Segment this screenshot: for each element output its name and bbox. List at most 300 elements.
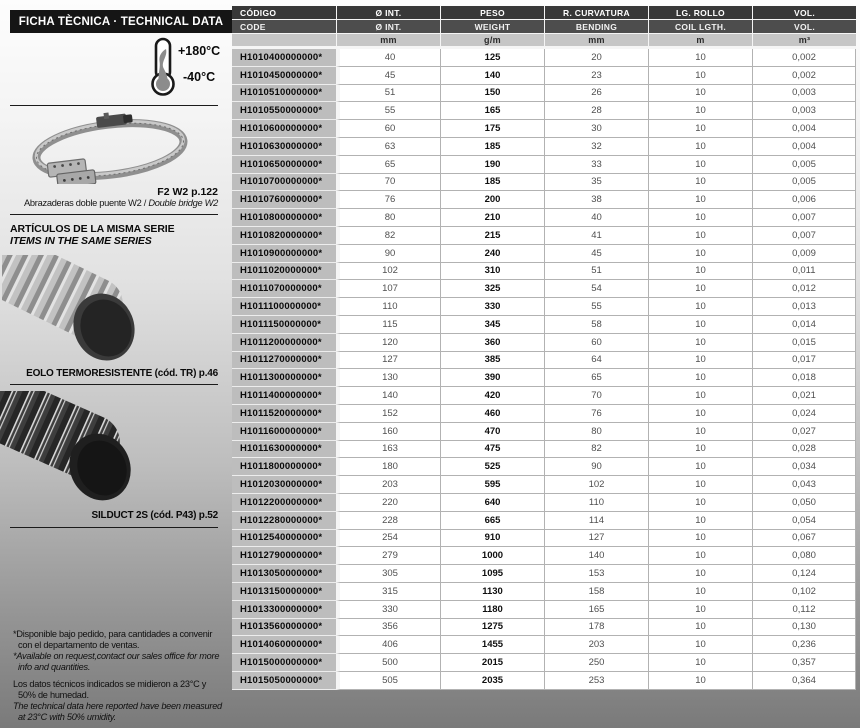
value-cell: 64 bbox=[544, 352, 648, 370]
value-cell: 55 bbox=[544, 298, 648, 316]
same-series-heading-es: ARTÍCULOS DE LA MISMA SERIE bbox=[10, 223, 175, 235]
value-cell: 158 bbox=[544, 583, 648, 601]
value-cell: 26 bbox=[544, 85, 648, 103]
table-row bbox=[232, 547, 856, 565]
code-cell: H1010650000000* bbox=[232, 156, 336, 174]
header-cell: R. CURVATURA bbox=[544, 6, 648, 20]
table-row bbox=[232, 245, 856, 263]
value-cell: 420 bbox=[440, 387, 544, 405]
value-cell: 76 bbox=[544, 405, 648, 423]
code-cell: H1011630000000* bbox=[232, 441, 336, 459]
value-cell: 185 bbox=[440, 174, 544, 192]
value-cell: 76 bbox=[336, 191, 440, 209]
value-cell: 165 bbox=[544, 601, 648, 619]
value-cell: 180 bbox=[336, 458, 440, 476]
value-cell: 165 bbox=[440, 102, 544, 120]
table-row bbox=[232, 458, 856, 476]
value-cell: 41 bbox=[544, 227, 648, 245]
value-cell: 910 bbox=[440, 530, 544, 548]
value-cell: 10 bbox=[648, 636, 752, 654]
value-cell: 1275 bbox=[440, 619, 544, 637]
value-cell: 0,364 bbox=[752, 672, 856, 690]
value-cell: 460 bbox=[440, 405, 544, 423]
table-row bbox=[232, 67, 856, 85]
value-cell: 10 bbox=[648, 316, 752, 334]
value-cell: 163 bbox=[336, 441, 440, 459]
value-cell: 70 bbox=[544, 387, 648, 405]
table-row bbox=[232, 352, 856, 370]
thermometer-icon bbox=[146, 37, 180, 97]
divider bbox=[10, 527, 218, 528]
value-cell: 220 bbox=[336, 494, 440, 512]
value-cell: 33 bbox=[544, 156, 648, 174]
table-row bbox=[232, 601, 856, 619]
value-cell: 0,004 bbox=[752, 138, 856, 156]
code-cell: H1010820000000* bbox=[232, 227, 336, 245]
code-cell: H1015000000000* bbox=[232, 654, 336, 672]
table-row bbox=[232, 619, 856, 637]
value-cell: 250 bbox=[544, 654, 648, 672]
value-cell: 0,018 bbox=[752, 369, 856, 387]
header-cell: LG. ROLLO bbox=[648, 6, 752, 20]
value-cell: 80 bbox=[336, 209, 440, 227]
value-cell: 310 bbox=[440, 263, 544, 281]
header-cell: mm bbox=[544, 34, 648, 49]
header-cell: m³ bbox=[752, 34, 856, 49]
value-cell: 10 bbox=[648, 280, 752, 298]
value-cell: 385 bbox=[440, 352, 544, 370]
eolo-hose-image bbox=[2, 255, 174, 365]
code-cell: H1012790000000* bbox=[232, 547, 336, 565]
value-cell: 10 bbox=[648, 102, 752, 120]
value-cell: 0,017 bbox=[752, 352, 856, 370]
value-cell: 0,014 bbox=[752, 316, 856, 334]
table-row bbox=[232, 583, 856, 601]
value-cell: 175 bbox=[440, 120, 544, 138]
value-cell: 475 bbox=[440, 441, 544, 459]
code-cell: H1010510000000* bbox=[232, 85, 336, 103]
value-cell: 20 bbox=[544, 49, 648, 67]
value-cell: 356 bbox=[336, 619, 440, 637]
value-cell: 10 bbox=[648, 565, 752, 583]
footnote-availability-es: *Disponible bajo pedido, para cantidades a convenir con el departamento de ventas. bbox=[13, 629, 213, 650]
value-cell: 10 bbox=[648, 672, 752, 690]
value-cell: 0,004 bbox=[752, 120, 856, 138]
value-cell: 107 bbox=[336, 280, 440, 298]
table-row bbox=[232, 636, 856, 654]
header-cell-code bbox=[232, 34, 336, 49]
value-cell: 10 bbox=[648, 654, 752, 672]
value-cell: 0,028 bbox=[752, 441, 856, 459]
value-cell: 1130 bbox=[440, 583, 544, 601]
value-cell: 140 bbox=[440, 67, 544, 85]
value-cell: 10 bbox=[648, 369, 752, 387]
value-cell: 595 bbox=[440, 476, 544, 494]
eolo-caption: EOLO TERMORESISTENTE (cód. TR) p.46 bbox=[26, 368, 218, 379]
header-cell: Ø INT. bbox=[336, 6, 440, 20]
value-cell: 0,124 bbox=[752, 565, 856, 583]
same-series-heading bbox=[10, 223, 175, 247]
table-row bbox=[232, 191, 856, 209]
table-row bbox=[232, 672, 856, 690]
value-cell: 0,067 bbox=[752, 530, 856, 548]
table-row bbox=[232, 316, 856, 334]
value-cell: 10 bbox=[648, 352, 752, 370]
value-cell: 325 bbox=[440, 280, 544, 298]
value-cell: 10 bbox=[648, 191, 752, 209]
value-cell: 70 bbox=[336, 174, 440, 192]
value-cell: 0,011 bbox=[752, 263, 856, 281]
spec-table bbox=[232, 6, 856, 690]
code-cell: H1011520000000* bbox=[232, 405, 336, 423]
code-cell: H1011600000000* bbox=[232, 423, 336, 441]
value-cell: 330 bbox=[336, 601, 440, 619]
value-cell: 406 bbox=[336, 636, 440, 654]
value-cell: 110 bbox=[336, 298, 440, 316]
value-cell: 10 bbox=[648, 530, 752, 548]
footnote-conditions-es: Los datos técnicos indicados se midieron a 23°C y 50% de humedad. bbox=[13, 679, 207, 700]
code-cell: H1010800000000* bbox=[232, 209, 336, 227]
table-row bbox=[232, 174, 856, 192]
code-cell: H1015050000000* bbox=[232, 672, 336, 690]
value-cell: 10 bbox=[648, 334, 752, 352]
value-cell: 10 bbox=[648, 619, 752, 637]
value-cell: 0,236 bbox=[752, 636, 856, 654]
table-row bbox=[232, 263, 856, 281]
code-cell: H1010900000000* bbox=[232, 245, 336, 263]
value-cell: 0,012 bbox=[752, 280, 856, 298]
value-cell: 500 bbox=[336, 654, 440, 672]
code-cell: H1011150000000* bbox=[232, 316, 336, 334]
code-cell: H1010630000000* bbox=[232, 138, 336, 156]
value-cell: 185 bbox=[440, 138, 544, 156]
value-cell: 2015 bbox=[440, 654, 544, 672]
value-cell: 115 bbox=[336, 316, 440, 334]
value-cell: 150 bbox=[440, 85, 544, 103]
value-cell: 0,054 bbox=[752, 512, 856, 530]
value-cell: 345 bbox=[440, 316, 544, 334]
code-cell: H1014060000000* bbox=[232, 636, 336, 654]
value-cell: 178 bbox=[544, 619, 648, 637]
value-cell: 40 bbox=[336, 49, 440, 67]
value-cell: 0,034 bbox=[752, 458, 856, 476]
value-cell: 10 bbox=[648, 298, 752, 316]
footnote-availability-en: *Available on request,contact our sales office for more info and quantities. bbox=[13, 651, 220, 672]
value-cell: 0,013 bbox=[752, 298, 856, 316]
header-cell: VOL. bbox=[752, 20, 856, 34]
value-cell: 60 bbox=[336, 120, 440, 138]
value-cell: 38 bbox=[544, 191, 648, 209]
header-row bbox=[232, 6, 856, 20]
value-cell: 1000 bbox=[440, 547, 544, 565]
value-cell: 10 bbox=[648, 227, 752, 245]
value-cell: 200 bbox=[440, 191, 544, 209]
value-cell: 65 bbox=[544, 369, 648, 387]
code-cell: H1010700000000* bbox=[232, 174, 336, 192]
value-cell: 0,080 bbox=[752, 547, 856, 565]
value-cell: 65 bbox=[336, 156, 440, 174]
value-cell: 82 bbox=[544, 441, 648, 459]
value-cell: 140 bbox=[336, 387, 440, 405]
value-cell: 0,009 bbox=[752, 245, 856, 263]
value-cell: 60 bbox=[544, 334, 648, 352]
header-cell: Ø INT. bbox=[336, 20, 440, 34]
code-cell: H1013560000000* bbox=[232, 619, 336, 637]
table-row bbox=[232, 369, 856, 387]
value-cell: 0,002 bbox=[752, 49, 856, 67]
value-cell: 51 bbox=[336, 85, 440, 103]
value-cell: 80 bbox=[544, 423, 648, 441]
value-cell: 640 bbox=[440, 494, 544, 512]
value-cell: 35 bbox=[544, 174, 648, 192]
header-cell-code: CÓDIGO bbox=[232, 6, 336, 20]
table-row bbox=[232, 334, 856, 352]
value-cell: 0,027 bbox=[752, 423, 856, 441]
technical-data-table bbox=[232, 6, 856, 690]
value-cell: 10 bbox=[648, 476, 752, 494]
value-cell: 305 bbox=[336, 565, 440, 583]
table-row bbox=[232, 85, 856, 103]
code-cell: H1011300000000* bbox=[232, 369, 336, 387]
value-cell: 90 bbox=[336, 245, 440, 263]
value-cell: 1455 bbox=[440, 636, 544, 654]
code-cell: H1012280000000* bbox=[232, 512, 336, 530]
code-cell: H1013300000000* bbox=[232, 601, 336, 619]
value-cell: 110 bbox=[544, 494, 648, 512]
value-cell: 10 bbox=[648, 138, 752, 156]
value-cell: 10 bbox=[648, 67, 752, 85]
code-cell: H1010450000000* bbox=[232, 67, 336, 85]
value-cell: 0,003 bbox=[752, 85, 856, 103]
value-cell: 55 bbox=[336, 102, 440, 120]
value-cell: 10 bbox=[648, 458, 752, 476]
value-cell: 102 bbox=[544, 476, 648, 494]
table-row bbox=[232, 120, 856, 138]
value-cell: 0,102 bbox=[752, 583, 856, 601]
divider bbox=[10, 214, 218, 215]
value-cell: 10 bbox=[648, 441, 752, 459]
table-row bbox=[232, 512, 856, 530]
header-cell: BENDING bbox=[544, 20, 648, 34]
same-series-heading-en: ITEMS IN THE SAME SERIES bbox=[10, 235, 152, 247]
value-cell: 315 bbox=[336, 583, 440, 601]
temperature-max-label: +180°C bbox=[178, 44, 221, 58]
value-cell: 10 bbox=[648, 512, 752, 530]
value-cell: 240 bbox=[440, 245, 544, 263]
value-cell: 10 bbox=[648, 209, 752, 227]
value-cell: 28 bbox=[544, 102, 648, 120]
value-cell: 0,021 bbox=[752, 387, 856, 405]
code-cell: H1012030000000* bbox=[232, 476, 336, 494]
value-cell: 330 bbox=[440, 298, 544, 316]
divider bbox=[10, 384, 218, 385]
table-row bbox=[232, 298, 856, 316]
value-cell: 23 bbox=[544, 67, 648, 85]
header-cell-code: CODE bbox=[232, 20, 336, 34]
value-cell: 203 bbox=[544, 636, 648, 654]
table-row bbox=[232, 441, 856, 459]
temperature-min-label: -40°C bbox=[183, 70, 216, 84]
header-cell: g/m bbox=[440, 34, 544, 49]
value-cell: 120 bbox=[336, 334, 440, 352]
value-cell: 45 bbox=[544, 245, 648, 263]
table-row bbox=[232, 565, 856, 583]
header-cell: PESO bbox=[440, 6, 544, 20]
code-cell: H1011070000000* bbox=[232, 280, 336, 298]
value-cell: 10 bbox=[648, 156, 752, 174]
value-cell: 10 bbox=[648, 405, 752, 423]
value-cell: 10 bbox=[648, 494, 752, 512]
value-cell: 90 bbox=[544, 458, 648, 476]
value-cell: 0,015 bbox=[752, 334, 856, 352]
value-cell: 10 bbox=[648, 120, 752, 138]
code-cell: H1010760000000* bbox=[232, 191, 336, 209]
value-cell: 525 bbox=[440, 458, 544, 476]
code-cell: H1013150000000* bbox=[232, 583, 336, 601]
value-cell: 228 bbox=[336, 512, 440, 530]
value-cell: 160 bbox=[336, 423, 440, 441]
value-cell: 390 bbox=[440, 369, 544, 387]
code-cell: H1012540000000* bbox=[232, 530, 336, 548]
value-cell: 0,007 bbox=[752, 227, 856, 245]
value-cell: 58 bbox=[544, 316, 648, 334]
table-row bbox=[232, 49, 856, 67]
value-cell: 0,130 bbox=[752, 619, 856, 637]
header-cell: mm bbox=[336, 34, 440, 49]
table-row bbox=[232, 102, 856, 120]
header-cell: COIL LGTH. bbox=[648, 20, 752, 34]
header-cell: m bbox=[648, 34, 752, 49]
table-row bbox=[232, 156, 856, 174]
code-cell: H1013050000000* bbox=[232, 565, 336, 583]
value-cell: 10 bbox=[648, 547, 752, 565]
value-cell: 360 bbox=[440, 334, 544, 352]
silduct-hose-image bbox=[0, 391, 168, 505]
value-cell: 40 bbox=[544, 209, 648, 227]
table-head bbox=[232, 6, 856, 49]
value-cell: 0,357 bbox=[752, 654, 856, 672]
value-cell: 203 bbox=[336, 476, 440, 494]
value-cell: 82 bbox=[336, 227, 440, 245]
value-cell: 32 bbox=[544, 138, 648, 156]
code-cell: H1011100000000* bbox=[232, 298, 336, 316]
header-cell: WEIGHT bbox=[440, 20, 544, 34]
footnote-conditions-en: The technical data here reported have been measured at 23°C with 50% umidity. bbox=[13, 701, 222, 722]
value-cell: 0,043 bbox=[752, 476, 856, 494]
silduct-caption: SILDUCT 2S (cód. P43) p.52 bbox=[91, 510, 218, 521]
value-cell: 2035 bbox=[440, 672, 544, 690]
table-row bbox=[232, 138, 856, 156]
value-cell: 10 bbox=[648, 263, 752, 281]
value-cell: 665 bbox=[440, 512, 544, 530]
value-cell: 0,002 bbox=[752, 67, 856, 85]
value-cell: 190 bbox=[440, 156, 544, 174]
table-body bbox=[232, 49, 856, 690]
value-cell: 130 bbox=[336, 369, 440, 387]
clamp-reference: F2 W2 p.122 bbox=[157, 186, 218, 198]
value-cell: 0,112 bbox=[752, 601, 856, 619]
value-cell: 153 bbox=[544, 565, 648, 583]
value-cell: 30 bbox=[544, 120, 648, 138]
code-cell: H1011200000000* bbox=[232, 334, 336, 352]
double-bridge-clamp-image bbox=[12, 110, 198, 184]
value-cell: 210 bbox=[440, 209, 544, 227]
code-cell: H1011400000000* bbox=[232, 387, 336, 405]
code-cell: H1012200000000* bbox=[232, 494, 336, 512]
value-cell: 114 bbox=[544, 512, 648, 530]
value-cell: 215 bbox=[440, 227, 544, 245]
value-cell: 10 bbox=[648, 601, 752, 619]
value-cell: 10 bbox=[648, 423, 752, 441]
table-row bbox=[232, 280, 856, 298]
code-cell: H1010600000000* bbox=[232, 120, 336, 138]
table-row bbox=[232, 494, 856, 512]
value-cell: 279 bbox=[336, 547, 440, 565]
clamp-caption bbox=[10, 198, 218, 208]
code-cell: H1011270000000* bbox=[232, 352, 336, 370]
value-cell: 1180 bbox=[440, 601, 544, 619]
value-cell: 0,024 bbox=[752, 405, 856, 423]
value-cell: 54 bbox=[544, 280, 648, 298]
code-cell: H1010550000000* bbox=[232, 102, 336, 120]
value-cell: 10 bbox=[648, 49, 752, 67]
value-cell: 127 bbox=[544, 530, 648, 548]
value-cell: 505 bbox=[336, 672, 440, 690]
value-cell: 0,050 bbox=[752, 494, 856, 512]
value-cell: 0,005 bbox=[752, 174, 856, 192]
value-cell: 125 bbox=[440, 49, 544, 67]
value-cell: 0,007 bbox=[752, 209, 856, 227]
header-row bbox=[232, 34, 856, 49]
header-cell: VOL. bbox=[752, 6, 856, 20]
value-cell: 140 bbox=[544, 547, 648, 565]
footnotes bbox=[13, 629, 223, 723]
header-row bbox=[232, 20, 856, 34]
value-cell: 10 bbox=[648, 174, 752, 192]
value-cell: 254 bbox=[336, 530, 440, 548]
table-row bbox=[232, 654, 856, 672]
code-cell: H1011800000000* bbox=[232, 458, 336, 476]
value-cell: 63 bbox=[336, 138, 440, 156]
clamp-caption-es: Abrazaderas doble puente W2 / bbox=[24, 198, 149, 208]
table-row bbox=[232, 476, 856, 494]
value-cell: 0,005 bbox=[752, 156, 856, 174]
table-row bbox=[232, 387, 856, 405]
table-row bbox=[232, 423, 856, 441]
sidebar bbox=[0, 0, 230, 728]
divider bbox=[10, 105, 218, 106]
value-cell: 0,003 bbox=[752, 102, 856, 120]
value-cell: 10 bbox=[648, 387, 752, 405]
value-cell: 0,006 bbox=[752, 191, 856, 209]
table-row bbox=[232, 227, 856, 245]
value-cell: 45 bbox=[336, 67, 440, 85]
value-cell: 102 bbox=[336, 263, 440, 281]
value-cell: 10 bbox=[648, 245, 752, 263]
value-cell: 1095 bbox=[440, 565, 544, 583]
value-cell: 10 bbox=[648, 583, 752, 601]
value-cell: 152 bbox=[336, 405, 440, 423]
table-row bbox=[232, 405, 856, 423]
code-cell: H1011020000000* bbox=[232, 263, 336, 281]
value-cell: 470 bbox=[440, 423, 544, 441]
value-cell: 10 bbox=[648, 85, 752, 103]
page-title: FICHA TÈCNICA · TECHNICAL DATA bbox=[10, 10, 232, 33]
value-cell: 253 bbox=[544, 672, 648, 690]
table-row bbox=[232, 530, 856, 548]
clamp-caption-en: Double bridge W2 bbox=[148, 198, 218, 208]
code-cell: H1010400000000* bbox=[232, 49, 336, 67]
